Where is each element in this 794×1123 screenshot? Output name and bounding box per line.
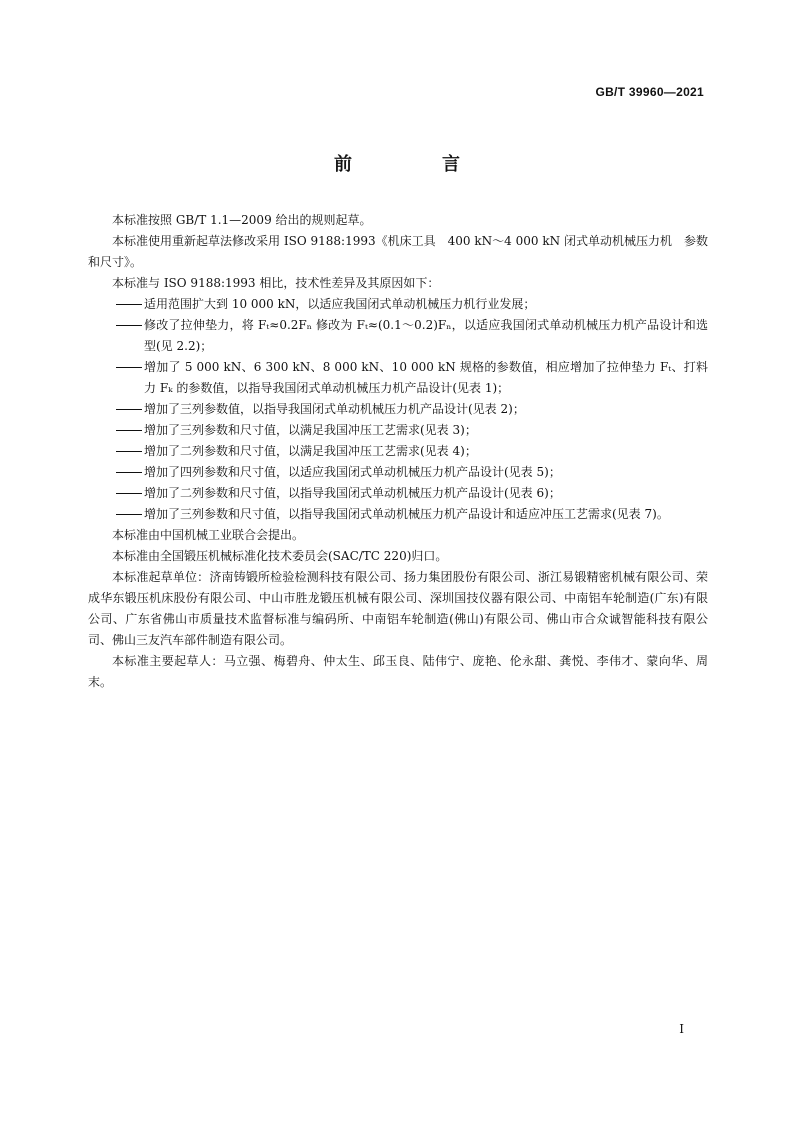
paragraph-drafters: 本标准主要起草人：马立强、梅碧舟、仲太生、邱玉良、陆伟宁、庞艳、伦永甜、龚悦、李伟才、蒙向华、周末。 [88,654,708,689]
list-item-text: 增加了三列参数值，以指导我国闭式单动机械压力机产品设计(见表 2)； [144,402,525,416]
list-item [88,483,708,504]
list-item [88,399,708,420]
list-item-text: 增加了三列参数和尺寸值，以指导我国闭式单动机械压力机产品设计和适应冲压工艺需求(见表 7)。 [144,507,669,521]
differences-list [88,294,708,525]
list-item [88,315,708,357]
foreword-body [88,210,708,693]
list-item [88,441,708,462]
paragraph-committee: 本标准由全国锻压机械标准化技术委员会(SAC/TC 220)归口。 [112,549,448,563]
paragraph-proposer: 本标准由中国机械工业联合会提出。 [112,528,305,542]
paragraph-drafting-rules: 本标准按照 GB/T 1.1—2009 给出的规则起草。 [112,213,372,227]
list-item-text: 修改了拉伸垫力，将 Fₜ≈0.2Fₙ 修改为 Fₜ≈(0.1～0.2)Fₙ，以适应我国闭式单动机械压力机产品设计和选型(见 2.2)； [144,318,708,353]
list-item [88,357,708,399]
paragraph-differences-intro: 本标准与 ISO 9188:1993 相比，技术性差异及其原因如下： [112,276,440,290]
list-item-text: 增加了二列参数和尺寸值，以满足我国冲压工艺需求(见表 4)； [144,444,477,458]
page-number: I [679,1022,684,1036]
list-item-text: 增加了二列参数和尺寸值，以指导我国闭式单动机械压力机产品设计(见表 6)； [144,486,561,500]
standard-number: GB/T 39960—2021 [595,85,704,99]
paragraph-drafting-units: 本标准起草单位：济南铸锻所检验检测科技有限公司、扬力集团股份有限公司、浙江易锻精密机械有限公司、荣成华东锻压机床股份有限公司、中山市胜龙锻压机械有限公司、深圳国技仪器有限公司、中南铝车轮制造(广东)有限公司、广东省佛山市质量技术监督标准与编码所、中南铝车轮制造(佛山)有限公司、佛山市合众诚智能科技有限公司、佛山三友汽车部件制造有限公司。 [88,570,708,647]
list-item [88,294,708,315]
list-item-text: 增加了四列参数和尺寸值，以适应我国闭式单动机械压力机产品设计(见表 5)； [144,465,561,479]
page-title: 前 言 [334,154,496,175]
list-item-text: 适用范围扩大到 10 000 kN，以适应我国闭式单动机械压力机行业发展； [144,297,536,311]
list-item-text: 增加了 5 000 kN、6 300 kN、8 000 kN、10 000 kN 规格的参数值，相应增加了拉伸垫力 Fₜ、打料力 Fₖ 的参数值，以指导我国闭式单动机械压力机产品设计(见表 1)； [144,360,708,395]
list-item-text: 增加了三列参数和尺寸值，以满足我国冲压工艺需求(见表 3)； [144,423,477,437]
paragraph-adoption: 本标准使用重新起草法修改采用 ISO 9188:1993《机床工具 400 kN～4 000 kN 闭式单动机械压力机 参数和尺寸》。 [88,234,708,269]
list-item [88,420,708,441]
list-item [88,462,708,483]
list-item [88,504,708,525]
